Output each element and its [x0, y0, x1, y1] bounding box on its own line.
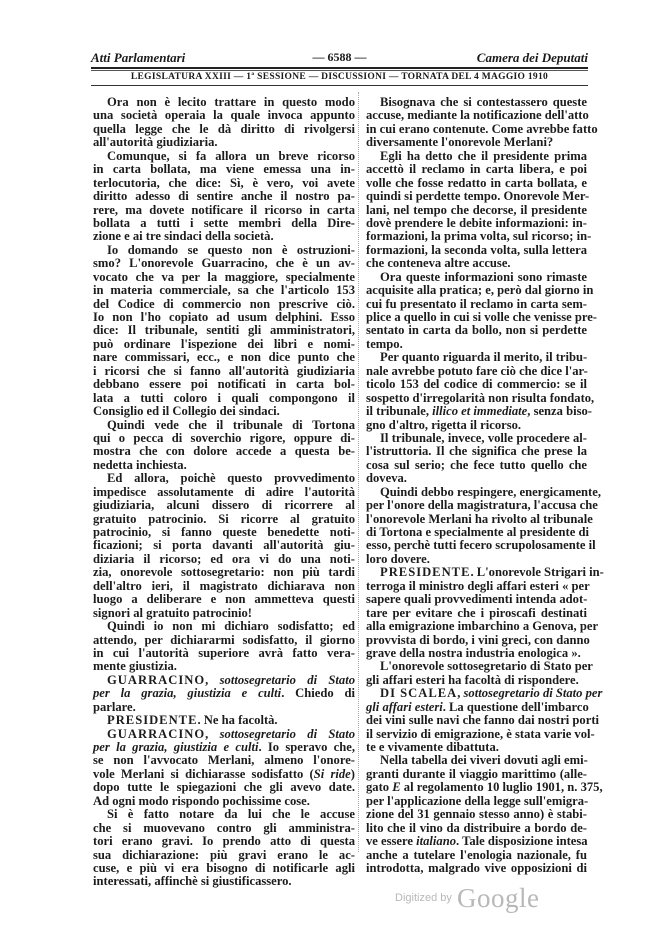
text-line: mostra che con dolore accede a questa be- [93, 444, 355, 459]
text-line: gli affari esteri ha facoltà di rispondere. [366, 672, 579, 687]
text-line: il servizio di emigrazione, è stata varie vol- [366, 726, 595, 741]
text-line: anche a tutelare l'enologia nazionale, fu [366, 847, 587, 862]
text-line: dopo tutte le spiegazioni che gli avevo date. [93, 780, 355, 795]
text-line: luogo a deliberare e non ammetteva questi [93, 592, 355, 607]
text-line: debbano essere poi notificati in carta bol- [93, 377, 355, 392]
italic-phrase: gli affari esteri [366, 699, 443, 714]
text-line: plice a quello in cui si volle che venisse pre- [366, 310, 597, 324]
text-line: Ora non è lecito trattare in questo modo [107, 95, 355, 109]
text-line: di Tortona e specialmente al presidente di [366, 525, 589, 539]
text-line: lito che il vino da distribuire a bordo de- [366, 820, 587, 835]
digitized-by-google-watermark [395, 883, 539, 914]
speaker-name: GUARRACINO [107, 726, 206, 741]
text-line: gno d'altro, rigetta il ricorso. [366, 417, 522, 432]
text-line: quella legge che le dà diritto di rivolgersi [93, 121, 355, 136]
text-line: loro dovere. [366, 551, 430, 566]
text-line: accettò il reclamo in carta libera, e poi [366, 162, 587, 177]
text-line: PRESIDENTE. Ne ha facoltà. [107, 713, 278, 728]
text-line: in cui l'autorità superiore avrà fatto vera- [93, 645, 355, 660]
speaker-name: GUARRACINO [107, 672, 206, 687]
text-line: doveva. [366, 471, 407, 486]
text-line: il tribunale, illico et immediate, senza biso- [366, 404, 592, 419]
text-line: terroga il ministro degli affari esteri « per [366, 578, 590, 593]
text-line: ve essere italiano. Tale disposizione intesa [366, 834, 588, 849]
text-line: Io non l'ho copiato ad usum delphini. Esso [93, 310, 355, 324]
italic-phrase: sottosegretario di Stato [219, 672, 356, 687]
text-line: esso, perchè tutti fecero scrupolosamente il [366, 538, 596, 553]
text-line: che si muovevano contro gli amministra- [93, 820, 355, 835]
text-line: che conteneva altre accuse. [366, 256, 511, 271]
italic-phrase: E [392, 780, 401, 795]
text-line: se non l'avvocato Merlani, almeno l'onore- [93, 753, 355, 768]
speaker-name: PRESIDENTE [107, 713, 198, 728]
text-line: Quindi io non mi dichiaro sodisfatto; ed [107, 619, 355, 634]
italic-phrase: Si ride [313, 766, 351, 781]
text-line: dice: Il tribunale, sentiti gli amministratori, [93, 323, 355, 338]
text-line: sentato in carta da bollo, non si perdette [366, 323, 587, 338]
italic-phrase: sottosegretario di Stato per [463, 686, 603, 701]
text-line: accuse, mediante la notificazione dell'atto [366, 108, 589, 123]
text-line: rere, ma dovete notificare il ricorso in carta [93, 202, 355, 217]
text-line: Egli ha detto che il presidente prima [380, 148, 587, 163]
session-subtitle: LEGISLATURA XXIII — 1ª SESSIONE — DISCUSSIONI — TORNATA DEL 4 MAGGIO 1910 [130, 72, 549, 82]
header-chamber: Camera dei Deputati [476, 50, 588, 65]
italic-phrase: per la grazia, giustizia e culti [93, 740, 259, 754]
text-line: per la grazia, giustizia e culti. Chiedo di [93, 686, 355, 701]
text-line: zione del 31 gennaio stesso anno) è stabi- [366, 807, 587, 822]
text-line: DI SCALEA, sottosegretario di Stato per [380, 686, 603, 701]
text-line: GUARRACINO, sottosegretario di Stato [107, 726, 356, 741]
speaker-name: DI SCALEA [380, 686, 458, 701]
header-rule-thick [91, 67, 588, 69]
text-line: Quindi debbo respingere, energicamente, [380, 484, 601, 499]
text-line: sospetto d'irregolarità non risulta fondato, [366, 390, 595, 405]
text-line: tare per evitare che i piroscafi destinati [366, 605, 587, 620]
text-line: attendo, per dichiararmi sodisfatto, il giorno [93, 632, 355, 647]
text-line: Si è fatto notare da lui che le accuse [107, 807, 355, 822]
text-line: giudiziaria, alcuni dissero di ricorrere al [93, 498, 355, 513]
text-line: sua dichiarazione: più gravi erano le ac- [93, 847, 355, 862]
text-line: Consiglio ed il Collegio dei sindaci. [93, 404, 280, 419]
text-line: cosa sul serio; che fece tutto quello che [366, 457, 587, 472]
text-line: lani, nel tempo che decorse, il presidente [366, 202, 587, 217]
text-line: zia, onorevole sottosegretario: non più tardi [93, 565, 355, 580]
text-line: patrocinio, si fanno queste benedette noti- [93, 525, 355, 539]
text-line: gato E al regolamento 10 luglio 1901, n. 375, [366, 780, 603, 795]
text-line: granti durante il viaggio marittimo (alle- [366, 766, 587, 781]
text-line: Ora queste informazioni sono rimaste [380, 269, 587, 284]
text-line: nare commissari, ecc., e non dice punto che [93, 350, 355, 365]
text-line: Ad ogni modo rispondo pochissime cose. [93, 793, 310, 808]
text-line: vocato che va per la maggiore, specialmente [93, 269, 355, 284]
text-line: alla emigrazione imbarchino a Genova, per [366, 619, 599, 634]
text-line: in cui erano contenute. Come avrebbe fatto [366, 121, 598, 136]
text-line: vole Merlani si dichiarasse sodisfatto (Si ride) [93, 766, 355, 781]
text-line: Per quanto riguarda il merito, il tribu- [380, 350, 588, 365]
text-line: Io domando se questo non è ostruzioni- [107, 242, 355, 257]
italic-phrase: illico et immediate [432, 404, 528, 419]
italic-phrase: sottosegretario di Stato [219, 726, 356, 741]
running-header [91, 50, 588, 66]
text-line: diritto adesso di sentire anche il nostro pa- [93, 189, 355, 204]
text-line: una società operaia la quale invoca appunto [93, 108, 355, 123]
text-line: terlocutoria, che dice: Sì, è vero, voi avete [93, 175, 355, 190]
text-line: quindi si perdette tempo. Onorevole Mer- [366, 189, 590, 204]
text-line: nedetta inchiesta. [93, 457, 187, 472]
text-line: cui fu presentato il reclamo in carta sem- [366, 296, 587, 311]
text-line: Ed allora, poichè questo provvedimento [107, 471, 355, 486]
header-page-number: — 6588 — [312, 50, 367, 64]
text-line: gli affari esteri. La questione dell'imbarco [366, 699, 589, 714]
header-publication: Atti Parlamentari [91, 50, 186, 65]
text-line: acquisite alla pratica; e, però dal giorno in [366, 283, 594, 298]
text-line: l'onorevole Merlani ha rivolto al tribunale [366, 511, 593, 526]
text-line: qui o pecca di soverchio rigore, oppure di- [93, 430, 355, 445]
header-rule-bottom [91, 85, 588, 86]
text-line: mente giustizia. [93, 659, 177, 674]
google-logo: Google [456, 883, 540, 913]
text-line: tempo. [366, 336, 403, 351]
text-line: gratuito patrocinio. Si ricorre al gratuito [93, 511, 355, 526]
text-line: lata a tutti coloro i quali compongono il [93, 390, 355, 405]
text-line: ticolo 153 del codice di commercio: se il [366, 377, 587, 392]
text-line: all'autorità giudiziaria. [93, 135, 218, 150]
text-line: per la grazia, giustizia e culti. Io speravo che, [93, 740, 355, 754]
text-line: PRESIDENTE. L'onorevole Strigari in- [380, 565, 604, 580]
text-line: nale avrebbe potuto fare ciò che dice l'ar- [366, 363, 588, 378]
text-line: sapere quali provvedimenti intenda adot- [366, 592, 588, 607]
text-line: parlare. [93, 699, 136, 714]
right-column [366, 95, 604, 875]
text-line: volle che fosse redatto in carta bollata, e [366, 175, 587, 190]
column-divider [358, 92, 359, 852]
text-line: per l'onore della magistratura, l'accusa che [366, 498, 598, 513]
text-line: te e vivamente dibattuta. [366, 740, 499, 754]
text-line: i ricorsi che si fanno all'autorità giudiziaria [93, 363, 355, 378]
left-column [93, 96, 355, 889]
digitized-by-label: Digitized by [395, 892, 452, 904]
text-line: del Codice di commercio non prescrive ciò. [93, 296, 355, 311]
text-line: Bisognava che si contestassero queste [380, 95, 587, 109]
text-line: GUARRACINO, sottosegretario di Stato [107, 672, 356, 687]
text-line: bollata a tutti i sette membri della Dire- [93, 215, 355, 230]
italic-phrase: italiano [416, 834, 457, 849]
text-line: l'istruttoria. Il che significa che prese la [366, 444, 587, 459]
text-line: interessati, affinchè si giustificassero. [93, 874, 292, 889]
text-line: in materia commerciale, sa che l'articolo 153 [93, 283, 355, 298]
text-line: provvista di bordo, i vini greci, con danno [366, 632, 590, 647]
text-line: Comunque, si fa allora un breve ricorso [107, 148, 355, 163]
text-line: dei vini sulle navi che fanno dai nostri porti [366, 713, 600, 728]
text-line: zione e ai tre sindaci della società. [93, 229, 274, 244]
text-line: cuse, e più vi era bisogno di notificarle agli [93, 860, 355, 875]
text-line: diziaria il ricorso; ed ora vi do una noti- [93, 551, 355, 566]
text-line: Il tribunale, invece, volle procedere al- [380, 430, 587, 445]
text-line: formazioni, la seconda volta, sulla lettera [366, 242, 587, 257]
text-line: introdotta, malgrado vive opposizioni di [366, 860, 587, 875]
text-line: può ordinare l'ispezione dei libri e nomi- [93, 336, 355, 351]
text-line: tori erano gravi. Io prendo atto di questa [93, 834, 355, 849]
text-line: Nella tabella dei viveri dovuti agli emi- [380, 753, 588, 768]
text-line: smo? L'onorevole Guarracino, che è un av- [93, 256, 355, 271]
speaker-name: PRESIDENTE [380, 565, 471, 580]
header-rule-thin [91, 70, 588, 71]
text-line: diversamente l'onorevole Merlani? [366, 135, 554, 150]
text-line: L'onorevole sottosegretario di Stato per [380, 659, 593, 674]
text-line: formazioni, la prima volta, sul ricorso; in- [366, 229, 592, 244]
text-line: per l'applicazione della legge sull'emigra- [366, 793, 589, 808]
text-line: grave della nostra industria enologica ». [366, 645, 581, 660]
text-line: impedisce assolutamente di adire l'autorità [93, 484, 355, 499]
italic-phrase: per la grazia, giustizia e culti [93, 686, 282, 701]
text-line: in carta bollata, ma viene emessa una in- [93, 162, 355, 177]
text-line: signori al gratuito patrocinio! [93, 605, 252, 620]
text-line: Quindi vede che il tribunale di Tortona [107, 417, 355, 432]
text-line: ficazioni; si porta davanti all'autorità giu- [93, 538, 355, 553]
text-line: dovè prendere le debite informazioni: in- [366, 215, 587, 230]
text-line: dell'altro ieri, il magistrato dichiarava non [93, 578, 355, 593]
